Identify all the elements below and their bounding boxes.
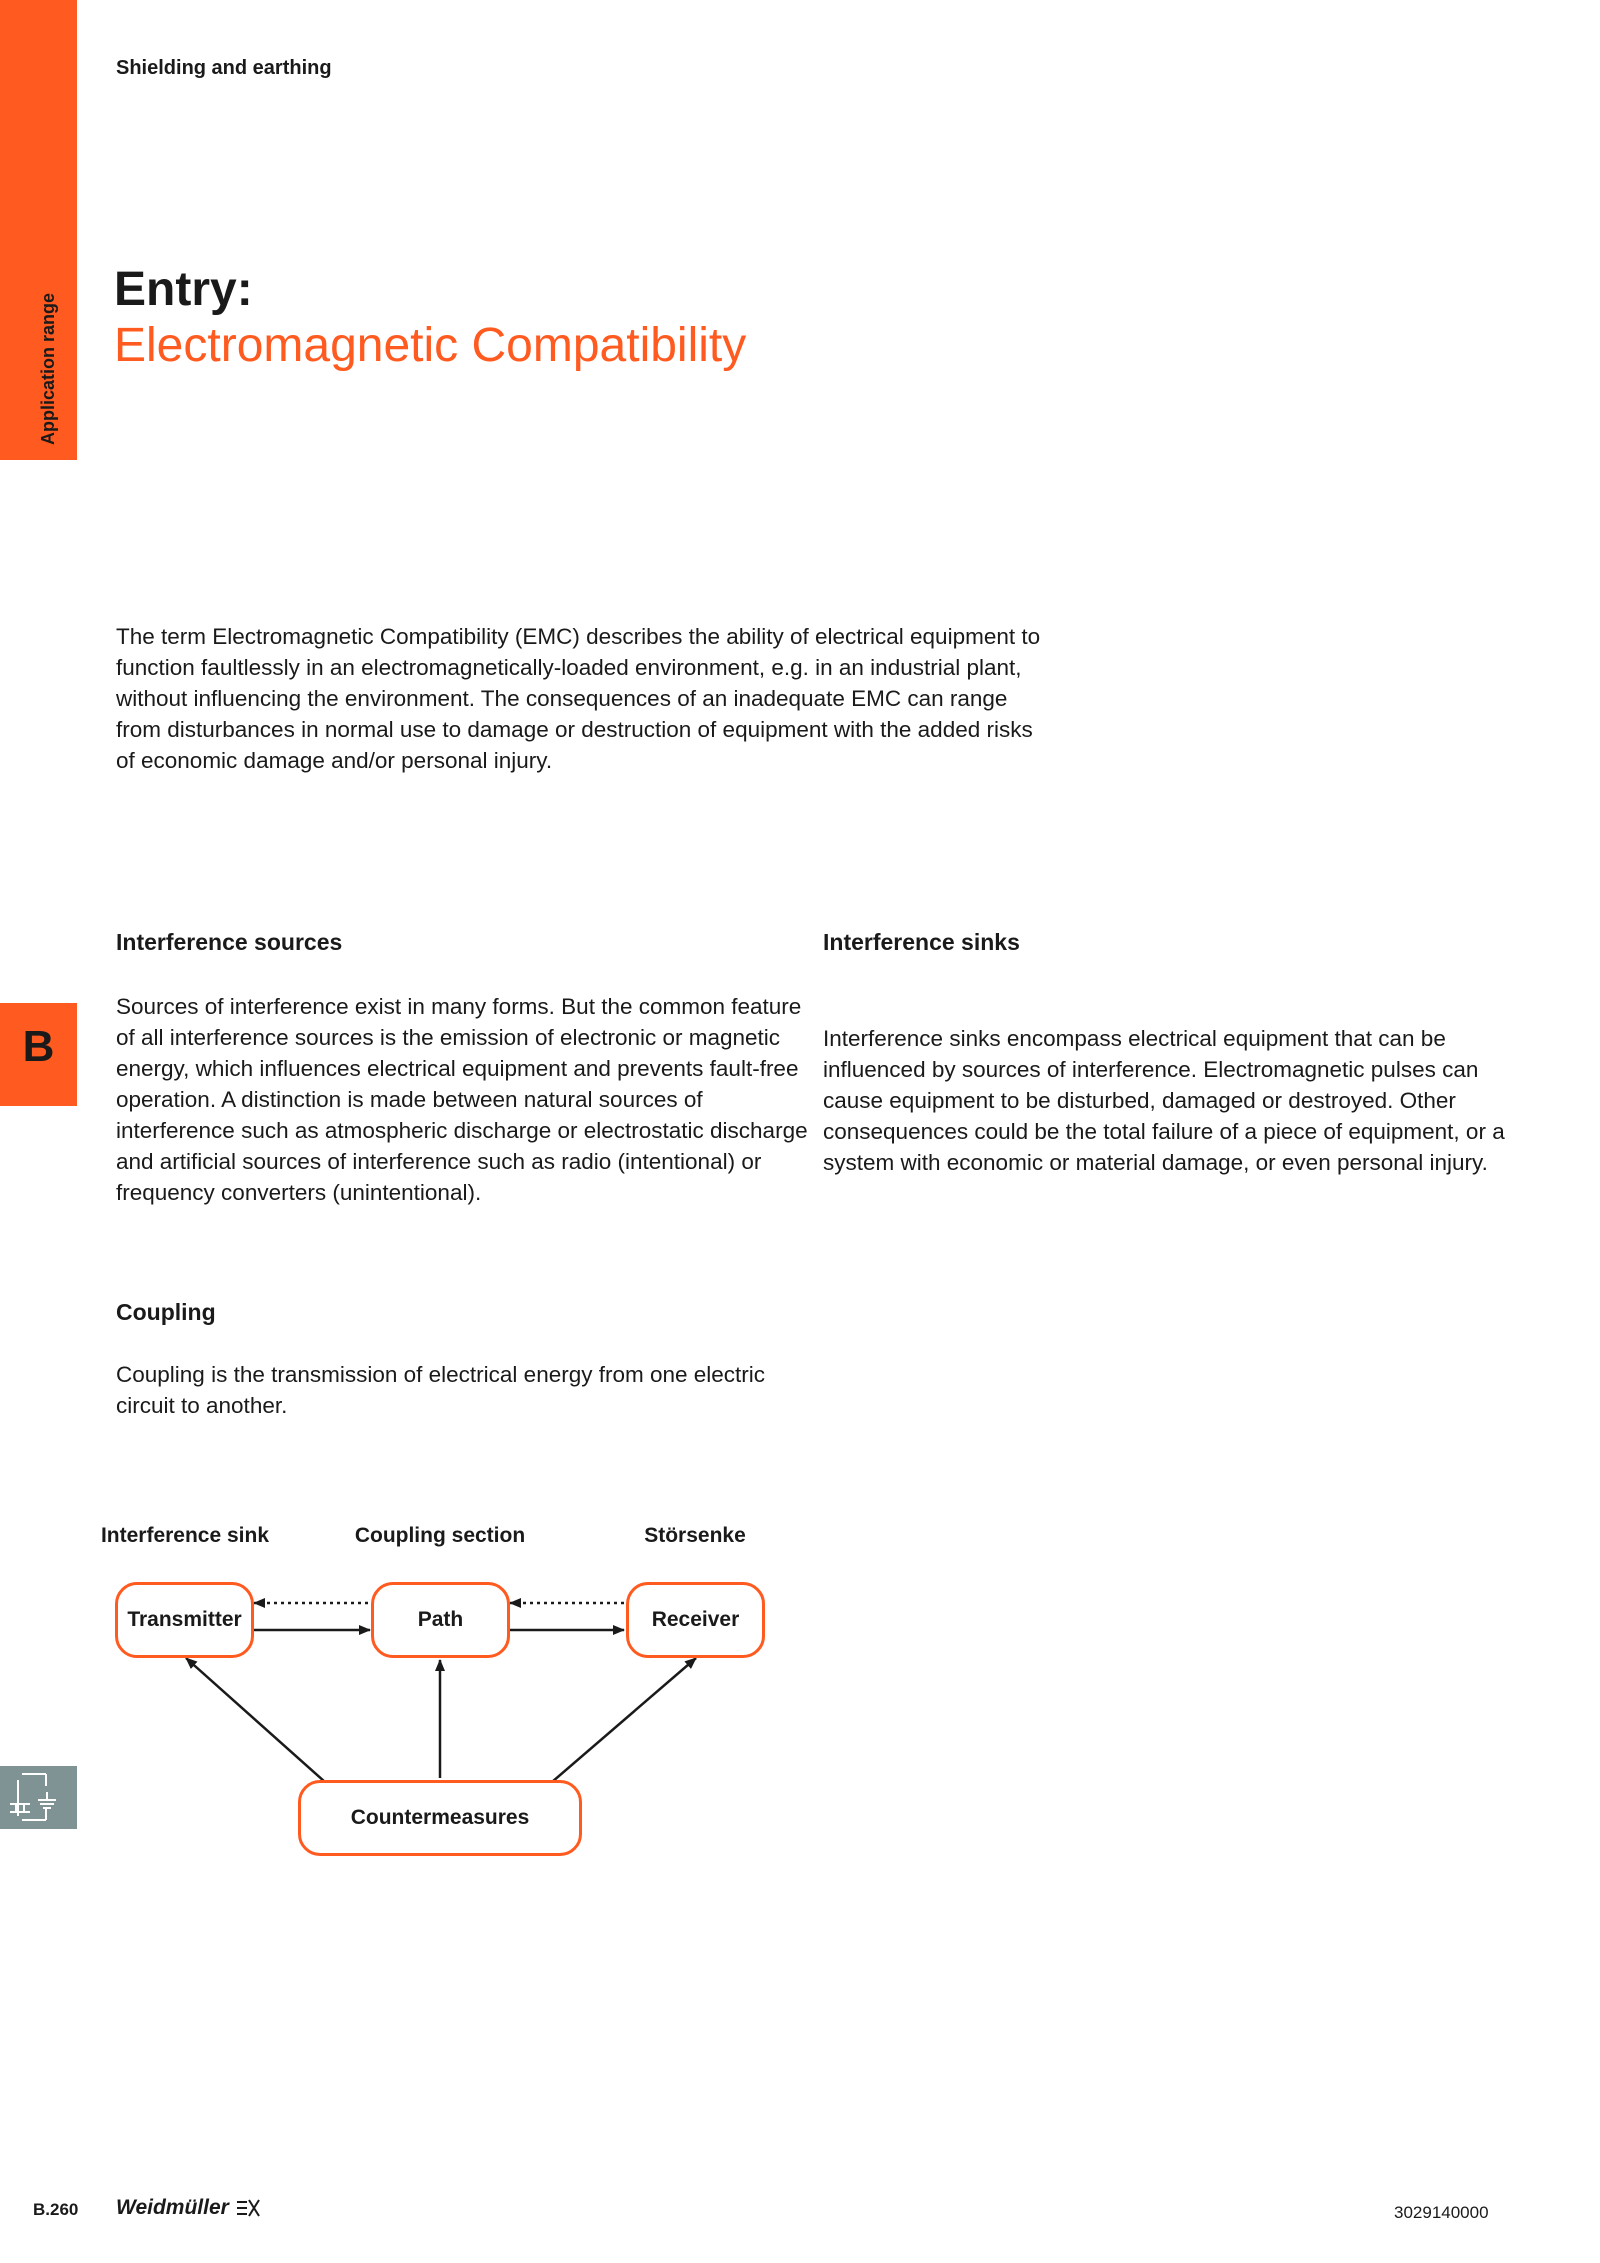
brand-name: Weidmüller [116, 2196, 229, 2219]
label-interference-sink: Interference sink [100, 1524, 270, 1547]
intro-paragraph: The term Electromagnetic Compatibility (EMC) describes the ability of electrical equipment to function faultlessly in an electromagnetically-loaded environment, e.g. in an industrial plant, without influencing the environment. The consequences of an inadequate EMC can range from disturbances in normal use to damage or destruction of equipment with the added risks of economic damage and/or personal injury. [116, 624, 1041, 773]
label-coupling-section: Coupling section [354, 1524, 526, 1547]
brand-mark-icon [235, 2198, 261, 2218]
node-transmitter: Transmitter [115, 1582, 254, 1658]
sinks-heading: Interference sinks [823, 929, 1020, 955]
label-storsenke: Störsenke [644, 1524, 746, 1547]
brand-logo [116, 2196, 261, 2220]
sources-paragraph: Sources of interference exist in many forms. But the common feature of all interference sources is the emission of electronic or magnetic energy, which influences electrical equipment and prevents fault-free operation. A distinction is made between natural sources of interference such as atmospheric discharge or electrostatic discharge and artificial sources of interference such as radio (intentional) or frequency converters (unintentional). [116, 994, 808, 1205]
coupling-paragraph: Coupling is the transmission of electrical energy from one electric circuit to another. [116, 1362, 766, 1418]
sinks-paragraph: Interference sinks encompass electrical equipment that can be influenced by sources of interference. Electromagnetic pulses can cause equipment to be disturbed, damaged or destroyed. Other consequences could be the total failure of a piece of equipment, or a system with economic or material damage, or even personal injury. [823, 1026, 1505, 1175]
document-number: 3029140000 [1394, 2203, 1489, 2222]
coupling-heading: Coupling [116, 1299, 216, 1325]
arrow-countermeasures-receiver [552, 1658, 696, 1782]
page-title: Entry: [114, 263, 253, 316]
node-receiver: Receiver [626, 1582, 765, 1658]
sources-heading: Interference sources [116, 929, 343, 955]
node-countermeasures: Countermeasures [298, 1780, 582, 1856]
section-letter: B [22, 1022, 55, 1071]
page-subtitle: Electromagnetic Compatibility [114, 319, 747, 372]
side-tab-label: Application range [38, 292, 58, 445]
section-header: Shielding and earthing [116, 57, 332, 79]
node-path: Path [371, 1582, 510, 1658]
page-number: B.260 [33, 2200, 79, 2219]
arrow-countermeasures-transmitter [186, 1658, 325, 1782]
